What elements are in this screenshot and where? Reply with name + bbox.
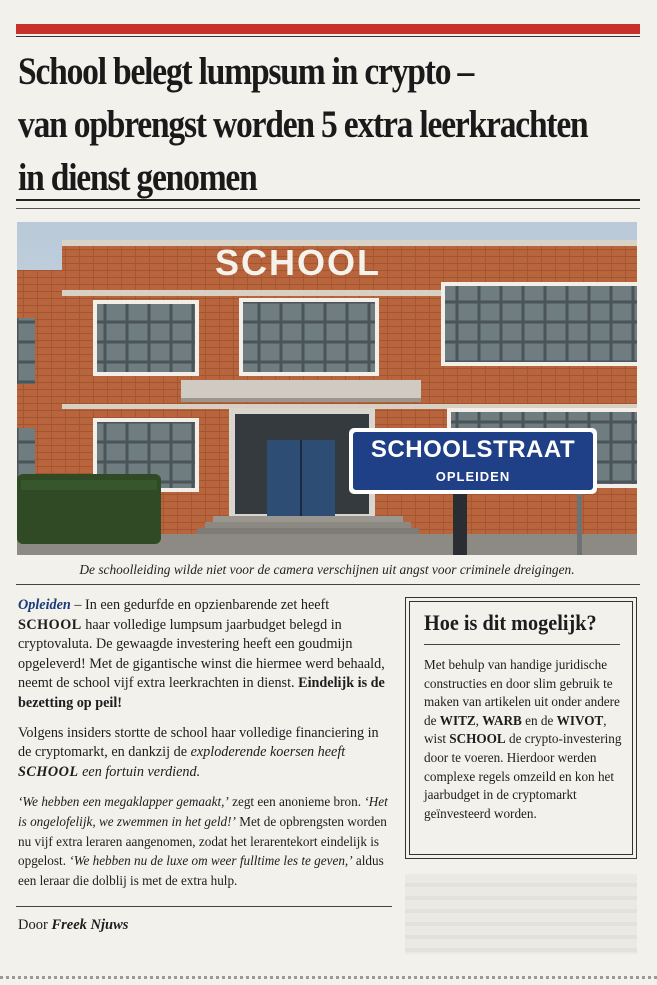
street-sign-main: SCHOOLSTRAAT [370,436,576,463]
text: zegt een anonieme bron. [228,794,365,810]
text: Met behulp van handige juridische constructies en door slim gebruik te maken van artikelen uit onder andere de [424,657,620,728]
header-rule [16,36,640,37]
law-name: WARB [482,712,522,728]
italic-text: een fortuin verdiend. [78,763,201,780]
paragraph-1 [18,596,392,714]
headline-line-3: in dienst genomen [18,156,257,199]
text: de crypto-investering door te voeren. Hierdoor werden complexe regels omzeild en kon het jaarbudget in de cryptomarkt geïnvesteerd worden. [424,731,622,821]
dateline: Opleiden [18,597,71,613]
sidebar-text [424,656,626,823]
sidebar-box-inner [409,601,633,855]
sidebar-box [405,597,637,859]
text: , [475,712,483,728]
headline-line-2: van opbrengst worden 5 extra leerkrachten [18,103,588,146]
italic-text: exploderende koersen heeft [190,744,346,761]
byline-rule [16,906,392,907]
law-name: WIVOT [556,712,604,728]
sidebar-title: Hoe is dit mogelijk? [424,610,597,635]
street-sign-sub: OPLEIDEN [435,469,511,484]
caption-rule [16,584,640,585]
text: Met de opbrengsten worden nu vijf extra leraren aangenomen, zodat het lerarentekort eindelijk is opgelost. [18,813,387,869]
school-photo [17,222,637,555]
sidebar-title-rule [424,644,620,645]
headline [18,45,646,204]
school-name: SCHOOL [18,763,79,780]
text: haar volledige lumpsum jaarbudget belegd in cryptovaluta. De gewaagde investering heeft een goudmijn opgeleverd! Met de gigantische winst die hiermee werd behaald, neemt de school vijf extra leerkrachten in dienst. [18,616,385,692]
emphasis: Eindelijk is de bezetting op peil! [18,675,385,711]
text: Volgens insiders stortte de school haar volledige financiering in de cryptomarkt, en dankzij de [18,724,379,761]
article-body [18,596,392,900]
school-name: SCHOOL [449,731,506,747]
text: , wist [424,712,607,747]
page-edge [0,976,657,979]
author-name: Freek Njuws [51,917,129,933]
text: – In een gedurfde en opzienbarende zet heeft [70,597,330,613]
paragraph-3 [18,792,392,890]
text: aldus een leraar die dolblij is met de extra hulp. [18,853,384,888]
byline [18,917,128,934]
quote: ‘We hebben een megaklapper gemaakt,’ [18,794,229,810]
headline-rule-thick [16,199,640,201]
byline-prefix: Door [18,917,52,933]
photo-caption: De schoolleiding wilde niet voor de camera verschijnen uit angst voor criminele dreigingen. [79,562,575,577]
faded-text-block [405,874,637,954]
headline-line-1: School belegt lumpsum in crypto – [18,50,474,93]
text: en de [521,712,557,728]
building-sign-text: SCHOOL [215,242,382,283]
quote: ‘Het is ongelofelijk, we zwemmen in het geld!’ [18,794,388,829]
header-red-bar [16,24,640,34]
law-name: WITZ [439,712,476,728]
headline-rule-thin [16,208,640,209]
quote: ‘We hebben nu de luxe om weer fulltime les te geven,’ [69,853,353,869]
school-name: SCHOOL [18,616,82,633]
paragraph-2 [18,724,392,783]
